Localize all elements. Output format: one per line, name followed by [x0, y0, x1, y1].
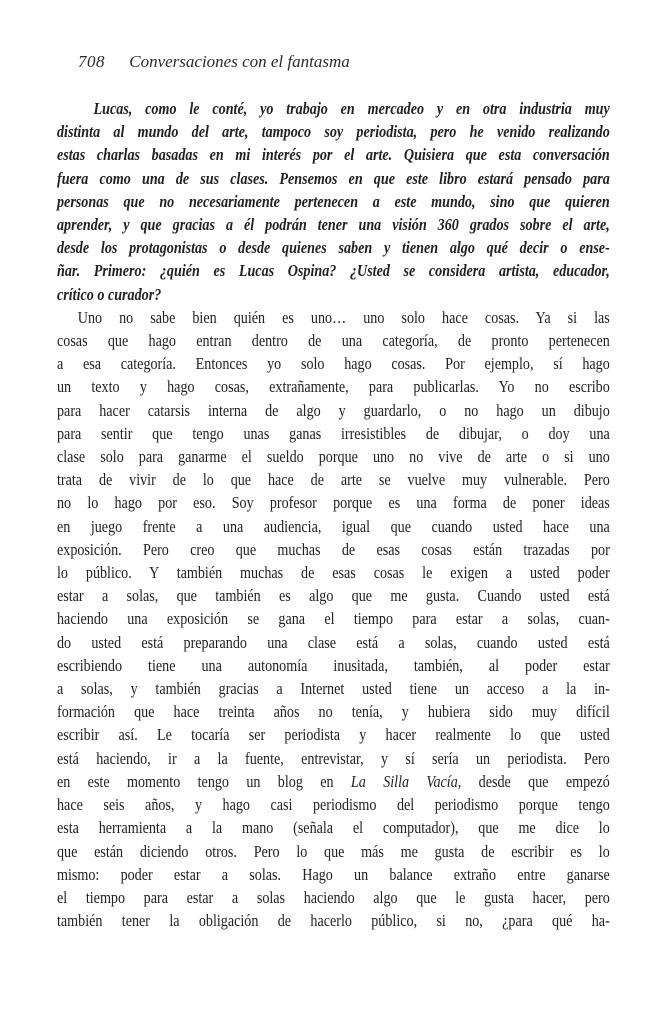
text-line: aprender, y que gracias a él podrán tener una visión 360 grados sobre el arte,	[57, 215, 610, 235]
text-line: escribir así. Le tocaría ser periodista y hacer realmente lo que usted	[57, 725, 610, 745]
text-line: formación que hace treinta años no tenía, y hubiera sido muy difícil	[57, 702, 610, 722]
text-line: lo público. Y también muchas de esas cosas le exigen a usted poder	[57, 563, 610, 583]
text-line: distinta al mundo del arte, tampoco soy periodista, pero he venido realizando	[57, 122, 610, 142]
text-line: haciendo una exposición se gana el tiempo para estar a solas, cuan-	[57, 609, 610, 629]
text-line: hace seis años, y hago casi periodismo del periodismo porque tengo	[57, 795, 610, 815]
text-line: personas que no necesariamente pertenecen a este mundo, sino que quieren	[57, 191, 610, 211]
text-line: está haciendo, ir a la fuente, entrevistar, y sí sería un periodista. Pero	[57, 748, 610, 768]
text-line: a solas, y también gracias a Internet usted tiene un acceso a la in-	[57, 679, 610, 699]
text-line: estas charlas basadas en mi interés por el arte. Quisiera que esta conversación	[57, 145, 610, 165]
text-line: clase solo para ganarme el sueldo porque uno no vive de arte o si uno	[57, 447, 610, 467]
text-line: fuera como una de sus clases. Pensemos en que este libro estará pensado para	[57, 168, 610, 188]
text-segment: , desde que empezó	[457, 771, 610, 791]
text-line: que están diciendo otros. Pero lo que más me gusta de escribir es lo	[57, 841, 610, 861]
text-line: a esa categoría. Entonces yo solo hago cosas. Por ejemplo, sí hago	[57, 354, 610, 374]
text-line: mismo: poder estar a solas. Hago un balance extraño entre ganarse	[57, 864, 610, 884]
text-line: exposición. Pero creo que muchas de esas cosas están trazadas por	[57, 539, 610, 559]
text-line: escribiendo tiene una autonomía inusitada, también, al poder estar	[57, 655, 610, 675]
text-line	[57, 770, 610, 793]
text-line: esta herramienta a la mano (señala el computador), que me dice lo	[57, 818, 610, 838]
text-line: desde los protagonistas o desde quienes saben y tienen algo qué decir o ense-	[57, 238, 610, 258]
text-line: do usted está preparando una clase está a solas, cuando usted está	[57, 632, 610, 652]
text-line: en juego frente a una audiencia, igual que cuando usted hace una	[57, 516, 610, 536]
page-number: 708	[78, 52, 105, 71]
text-line: para hacer catarsis interna de algo y guardarlo, o no hago un dibujo	[57, 400, 610, 420]
text-line: crítico o curador?	[57, 284, 162, 304]
text-line: el tiempo para estar a solas haciendo algo que le gusta hacer, pero	[57, 887, 610, 907]
text-line: estar a solas, que también es algo que me gusta. Cuando usted está	[57, 586, 610, 606]
text-line: también tener la obligación de hacerlo público, si no, ¿para qué ha-	[57, 911, 610, 931]
text-segment: en este momento tengo un blog en	[57, 771, 351, 791]
text-block	[57, 97, 610, 932]
paragraph-interviewee-answer	[57, 306, 610, 932]
text-line: un texto y hago cosas, extrañamente, para publicarlas. Yo no escribo	[57, 377, 610, 397]
text-line: no lo hago por eso. Soy profesor porque es una forma de poner ideas	[57, 493, 610, 513]
text-line: ñar. Primero: ¿quién es Lucas Ospina? ¿Usted se considera artista, educador,	[57, 261, 610, 281]
text-line: Uno no sabe bien quién es uno… uno solo hace cosas. Ya si las	[77, 307, 610, 327]
text-line: Lucas, como le conté, yo trabajo en mercadeo y en otra industria muy	[93, 99, 610, 118]
text-line: para sentir que tengo unas ganas irresistibles de dibujar, o doy una	[57, 423, 610, 443]
paragraph-interviewer-question	[57, 97, 610, 306]
text-line: trata de vivir de lo que hace de arte se vuelve muy vulnerable. Pero	[57, 470, 610, 490]
italic-title: La Silla Vacía	[350, 771, 458, 791]
page-header	[78, 52, 350, 72]
running-title: Conversaciones con el fantasma	[129, 52, 350, 71]
text-line: cosas que hago entran dentro de una categoría, de pronto pertenecen	[57, 331, 610, 351]
